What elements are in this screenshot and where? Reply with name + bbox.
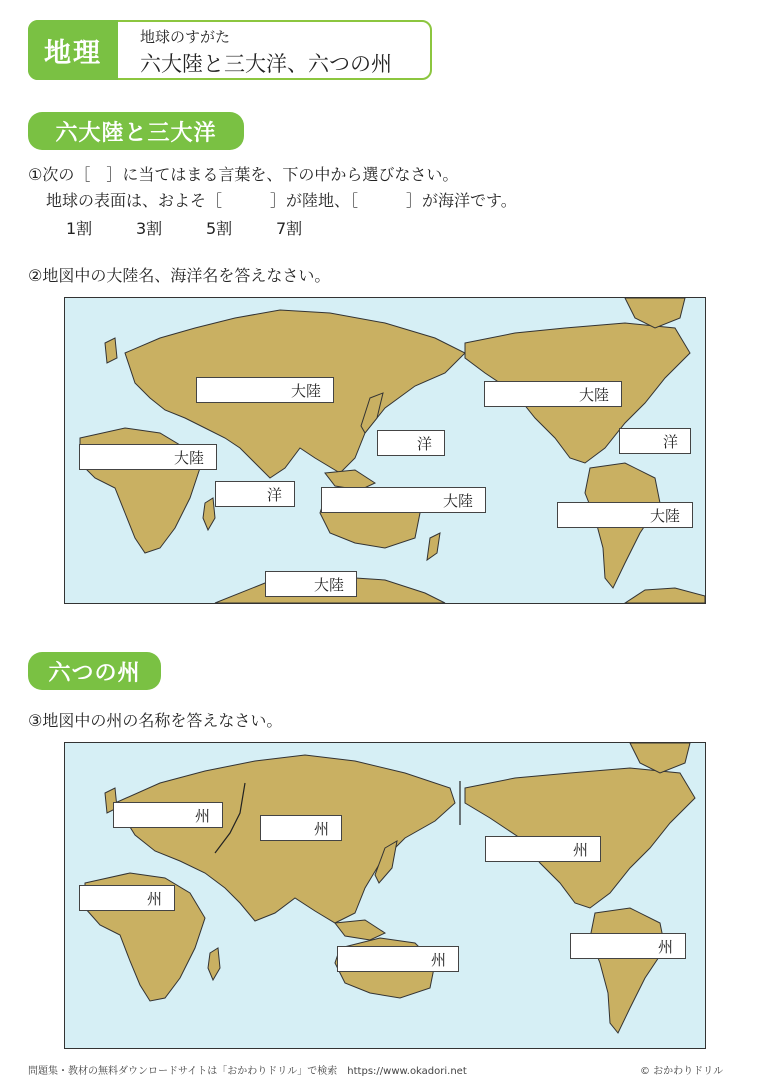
answer-box-africa-region[interactable]: 州: [79, 885, 175, 911]
answer-box-pacific[interactable]: 洋: [377, 430, 445, 456]
choice-3: 5割: [206, 219, 233, 238]
world-map-continents: [64, 297, 706, 604]
page-title: 六大陸と三大洋、六つの州: [140, 52, 392, 76]
answer-box-atlantic[interactable]: 洋: [619, 428, 691, 454]
antarctica-landmass-east: [625, 588, 705, 603]
world-map-regions: [64, 742, 706, 1049]
new-zealand-landmass: [427, 533, 440, 560]
madagascar-landmass: [208, 948, 220, 980]
section-heading-regions: 六つの州: [28, 652, 161, 690]
header-subtitle: 地球のすがた: [140, 28, 231, 46]
subject-badge: 地理: [28, 20, 118, 80]
answer-box-north-america[interactable]: 大陸: [484, 381, 622, 407]
answer-box-south-america[interactable]: 大陸: [557, 502, 693, 528]
britain-landmass: [105, 338, 117, 363]
question-1: ①次の［ ］に当てはまる言葉を、下の中から選びなさい。: [28, 165, 459, 184]
section-heading-continents: 六大陸と三大洋: [28, 112, 244, 150]
sea-islands-landmass: [335, 920, 385, 940]
question-3: ③地図中の州の名称を答えなさい。: [28, 711, 283, 730]
south-america-landmass: [590, 908, 665, 1033]
answer-box-oceania[interactable]: 州: [337, 946, 459, 972]
footer-copyright: © おかわりドリル: [640, 1066, 724, 1077]
footer-site-text: 問題集・教材の無料ダウンロードサイトは「おかわりドリル」で検索 https://www.okadori.net: [28, 1066, 467, 1077]
answer-box-africa[interactable]: 大陸: [79, 444, 217, 470]
answer-box-australia[interactable]: 大陸: [321, 487, 486, 513]
answer-box-asia[interactable]: 州: [260, 815, 342, 841]
answer-box-indian[interactable]: 洋: [215, 481, 295, 507]
answer-box-antarctica[interactable]: 大陸: [265, 571, 357, 597]
madagascar-landmass: [203, 498, 215, 530]
choice-1: 1割: [66, 219, 93, 238]
answer-box-north-america-region[interactable]: 州: [485, 836, 601, 862]
choice-2: 3割: [136, 219, 163, 238]
choice-4: 7割: [276, 219, 303, 238]
question-1-sentence: 地球の表面は、およそ［ ］が陸地、［ ］が海洋です。: [46, 191, 517, 210]
answer-box-europe[interactable]: 州: [113, 802, 223, 828]
answer-box-south-america-region[interactable]: 州: [570, 933, 686, 959]
question-2: ②地図中の大陸名、海洋名を答えなさい。: [28, 266, 331, 285]
answer-box-eurasia[interactable]: 大陸: [196, 377, 334, 403]
